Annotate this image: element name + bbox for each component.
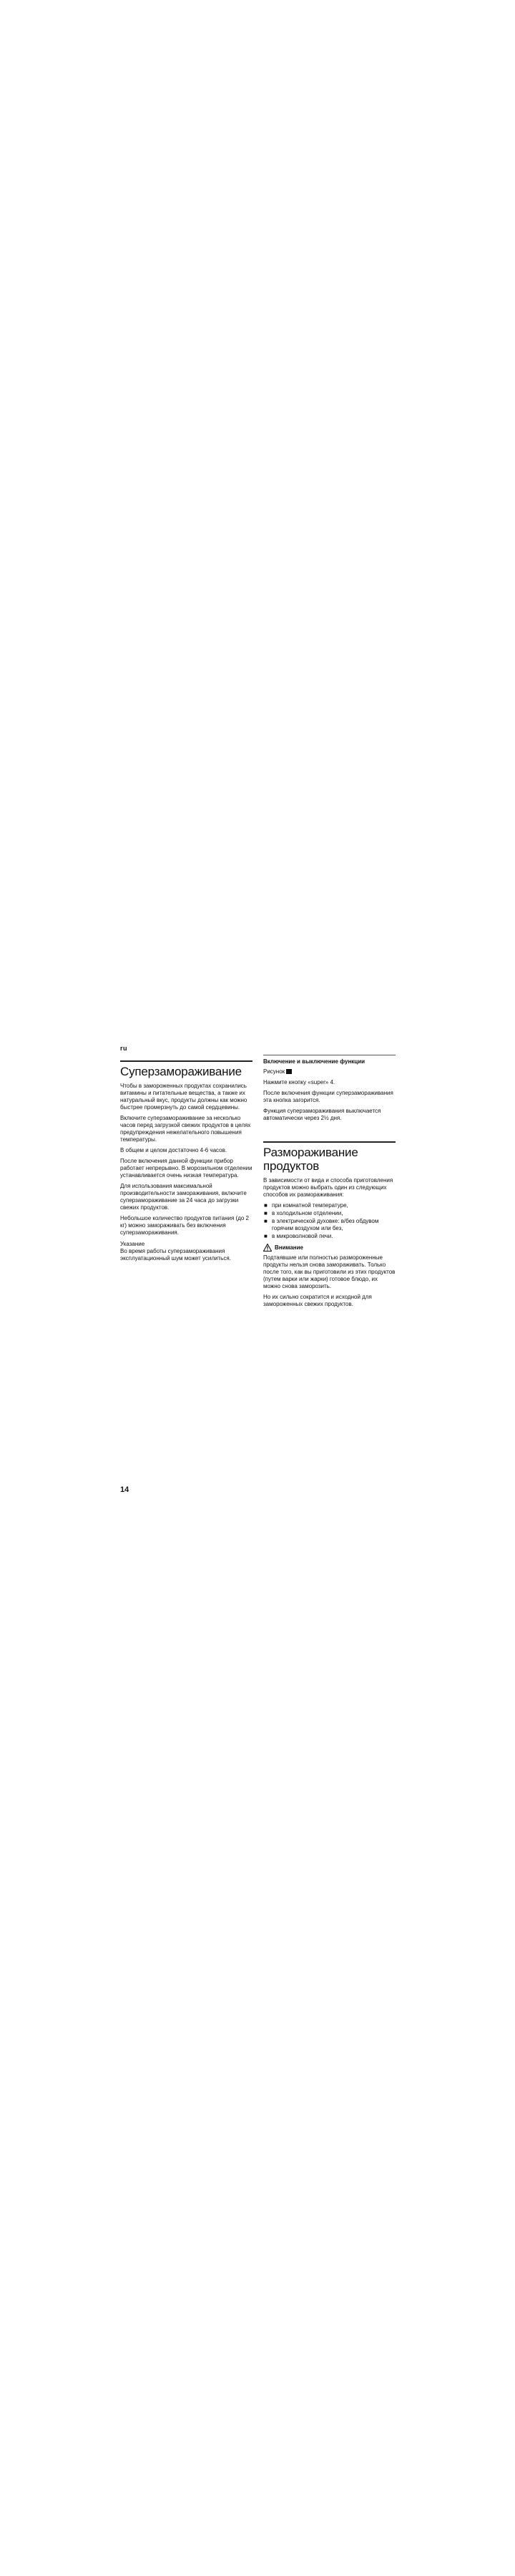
section-title-superfreeze: Суперзамораживание	[120, 1065, 242, 1078]
section-title-defrost: Размораживание продуктов	[263, 1146, 358, 1173]
page-number: 14	[120, 1485, 129, 1494]
paragraph: Функция суперзамораживания выключается автоматически через 2½ дня.	[263, 1108, 381, 1121]
figure-icon	[286, 1069, 292, 1074]
paragraph: В общем и целом достаточно 4-6 часов.	[120, 1147, 227, 1153]
note-text: Во время работы суперзамораживания эксплуатационный шум может усилиться.	[120, 1248, 231, 1262]
list-item: ■ в электрической духовке: в/без обдувом горячим воздухом или без,	[264, 1218, 379, 1231]
caution-heading	[263, 1244, 396, 1252]
section-rule	[120, 1060, 252, 1062]
right-column	[263, 1055, 396, 1312]
caution-label: Внимание	[275, 1244, 303, 1251]
paragraph: После включения функции суперзамораживания эта кнопка загорится.	[263, 1090, 393, 1103]
bullet-icon: ■	[264, 1210, 268, 1216]
subsection-title-on-off: Включение и выключение функции	[263, 1058, 366, 1065]
figure-label: Рисунок	[263, 1068, 285, 1075]
figure-reference	[263, 1068, 396, 1075]
bullet-icon: ■	[264, 1218, 268, 1224]
paragraph: Но их сильно сократится и исходной для замороженных свежих продуктов.	[263, 1294, 372, 1307]
language-tag: ru	[120, 1045, 127, 1052]
bullet-icon: ■	[264, 1233, 268, 1239]
paragraph: В зависимости от вида и способа приготовления продуктов можно выбрать один из следующих способов их размораживания:	[263, 1177, 393, 1198]
section-rule	[263, 1141, 396, 1143]
defrost-methods-list	[263, 1202, 396, 1240]
caution-text: Подтаявшие или полностью размороженные продукты нельзя снова замораживать. Только после того, как вы приготовили из этих продуктов (путем варки или жарки) готовое блюдо, их можно снова заморозить.	[263, 1254, 396, 1289]
warning-triangle-icon	[263, 1244, 272, 1252]
paragraph: Для использования максимальной производительности замораживания, включите суперзамораживание за 24 часа до загрузки свежих продуктов.	[120, 1183, 247, 1211]
left-column	[120, 1060, 252, 1262]
instruction-text: Нажмите кнопку «super» 4.	[263, 1079, 335, 1085]
list-item: ■ в микроволновой печи.	[264, 1233, 333, 1239]
list-item: ■ при комнатной температуре,	[264, 1202, 348, 1209]
paragraph: После включения данной функции прибор работает непрерывно. В морозильном отделении устанавливается очень низкая температура.	[120, 1158, 252, 1179]
paragraph: Небольшое количество продуктов питания (до 2 кг) можно замораживать без включения суперзамораживания.	[120, 1215, 250, 1236]
paragraph: Включите суперзамораживание за несколько часов перед загрузкой свежих продуктов в целях предупреждения нежелательного повышения температуры.	[120, 1115, 251, 1143]
bullet-icon: ■	[264, 1202, 268, 1209]
paragraph: Чтобы в замороженных продуктах сохранились витамины и питательные вещества, а также их натуральный вкус, продукты должны как можно быстрее промерзнуть до самой сердцевины.	[120, 1083, 247, 1111]
note-heading: Указание	[120, 1241, 145, 1247]
list-item: ■ в холодильном отделении,	[264, 1210, 343, 1216]
